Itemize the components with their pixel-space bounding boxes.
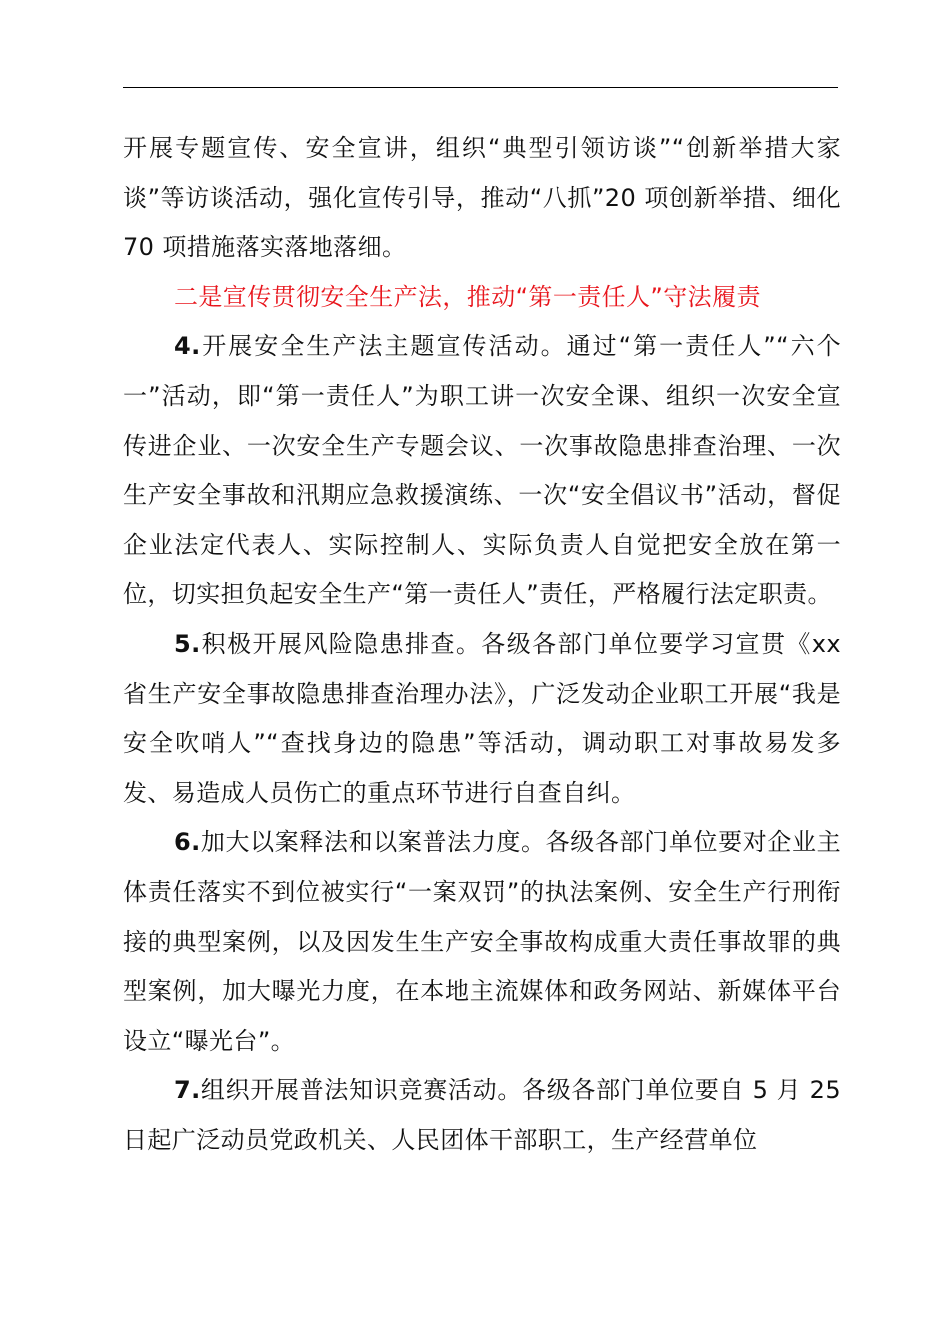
item-number: 6. [174,828,201,857]
section-heading-text: 二是宣传贯彻安全生产法，推动“第一责任人”守法履责 [174,282,761,311]
header-rule [123,87,838,88]
paragraph-text: 开展安全生产法主题宣传活动。通过“第一责任人”“六个一”活动，即“第一责任人”为职工讲一次安全课、组织一次安全宣传进企业、一次安全生产专题会议、一次事故隐患排查治理、一次生产安全事故和汛期应急救援演练、一次“安全倡议书”活动，督促企业法定代表人、实际控制人、实际负责人自觉把安全放在第一位，切实担负起安全生产“第一责任人”责任，严格履行法定职责。 [123,332,841,609]
paragraph-text: 积极开展风险隐患排查。各级各部门单位要学习宣贯《xx 省生产安全事故隐患排查治理办法》，广泛发动企业职工开展“我是安全吹哨人”“查找身边的隐患”等活动，调动职工对事故易发多发、易造成人员伤亡的重点环节进行自查自纠。 [123,629,841,807]
paragraph-text: 组织开展普法知识竞赛活动。各级各部门单位要自 5 月 25 日起广泛动员党政机关、人民团体干部职工，生产经营单位 [123,1076,841,1154]
item-4-paragraph [123,322,841,620]
item-number: 5. [174,629,201,658]
item-6-paragraph [123,818,841,1066]
paragraph-text: 开展专题宣传、安全宣讲，组织“典型引领访谈”“创新举措大家谈”等访谈活动，强化宣传引导，推动“八抓”20 项创新举措、细化 70 项措施落实落地落细。 [123,134,841,262]
document-body [123,124,841,1165]
item-number: 7. [174,1076,201,1105]
paragraph-continuation [123,124,841,273]
item-5-paragraph [123,620,841,818]
paragraph-text: 加大以案释法和以案普法力度。各级各部门单位要对企业主体责任落实不到位被实行“一案双罚”的执法案例、安全生产行刑衔接的典型案例，以及因发生生产安全事故构成重大责任事故罪的典型案例，加大曝光力度，在本地主流媒体和政务网站、新媒体平台设立“曝光台”。 [123,828,841,1055]
item-7-paragraph [123,1066,841,1165]
item-number: 4. [174,332,201,361]
section-heading [123,273,841,323]
